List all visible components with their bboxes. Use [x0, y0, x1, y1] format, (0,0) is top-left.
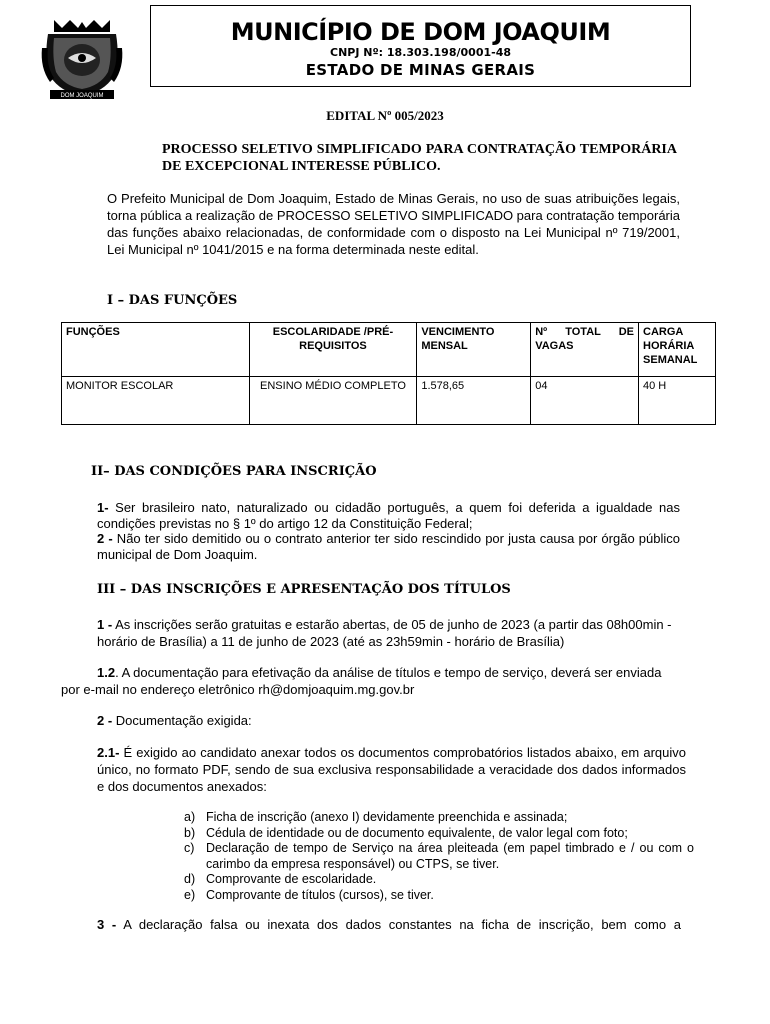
item-text: Não ter sido demitido ou o contrato anterior ter sido rescindido por justa causa por órgão público municipal de Dom Joaquim. [97, 531, 681, 562]
cell-schooling: ENSINO MÉDIO COMPLETO [249, 377, 417, 425]
item-number: 2 - [97, 713, 113, 728]
item-number: 1- [97, 500, 109, 515]
item-text: É exigido ao candidato anexar todos os documentos comprobatórios listados abaixo, em arquivo único, no formato PDF, sendo de sua exclusiva responsabilidade a veracidade dos dados informados e dos documentos anexados: [97, 745, 686, 794]
table-row [62, 377, 716, 425]
item-text: As inscrições serão gratuitas e estarão abertas, de 05 de junho de 2023 (a partir das 08h00min - horário de Brasília) a 11 de junho de 2023 (até as 23h59min - horário de Brasília) [97, 617, 672, 649]
paragraph-3 [97, 916, 681, 933]
header-cell: CARGA HORÁRIA SEMANAL [639, 323, 716, 377]
item-number: 3 - [97, 917, 117, 932]
paragraph-1 [97, 616, 709, 650]
list-item: a) Ficha de inscrição (anexo I) devidamente preenchida e assinada; [184, 810, 568, 824]
edital-number: EDITAL Nº 005/2023 [326, 108, 444, 123]
paragraph-1-2 [61, 664, 677, 698]
header-cell: VENCIMENTO MENSAL [417, 323, 531, 377]
item-text: Documentação exigida: [112, 713, 252, 728]
header-cell: ESCOLARIDADE /PRÉ-REQUISITOS [249, 323, 417, 377]
item-number: 2 - [97, 531, 113, 546]
item-text: A declaração falsa ou inexata dos dados constantes na ficha de inscrição, bem como a [116, 917, 682, 932]
section-1-title: I – DAS FUNÇÕES [107, 293, 238, 308]
municipality-title: MUNICÍPIO DE DOM JOAQUIM [230, 18, 611, 46]
header-cell: Nº TOTAL DE VAGAS [531, 323, 639, 377]
section-3-title: III – DAS INSCRIÇÕES E APRESENTAÇÃO DOS TÍTULOS [97, 582, 511, 597]
cell-function: MONITOR ESCOLAR [62, 377, 250, 425]
cell-vacancies: 04 [531, 377, 639, 425]
section-2-title: II– DAS CONDIÇÕES PARA INSCRIÇÃO [91, 464, 377, 479]
item-number: 1 - [97, 617, 113, 632]
cell-hours: 40 H [639, 377, 716, 425]
paragraph-2 [97, 712, 497, 729]
state-name: ESTADO DE MINAS GERAIS [305, 61, 536, 79]
municipal-seal [40, 18, 124, 102]
table-header-row [62, 323, 716, 377]
header-cell: FUNÇÕES [62, 323, 250, 377]
list-item: c) Declaração de tempo de Serviço na área pleiteada (em papel timbrado e / ou com o carimbo da empresa responsável) ou CTPS, se tiver. [184, 841, 694, 871]
header-box [150, 5, 691, 87]
cnpj: CNPJ Nº: 18.303.198/0001-48 [330, 46, 511, 59]
item-number: 1.2 [97, 665, 116, 680]
intro-paragraph: O Prefeito Municipal de Dom Joaquim, Estado de Minas Gerais, no uso de suas atribuições legais, torna pública a realização de PROCESSO SELETIVO SIMPLIFICADO para contratação temporária das funções abaixo relacionadas, de conformidade com o disposto na Lei Municipal nº 719/2001, Lei Municipal nº 1041/2015 e na forma determinada neste edital. [107, 191, 680, 257]
process-title: PROCESSO SELETIVO SIMPLIFICADO PARA CONTRATAÇÃO TEMPORÁRIA DE EXCEPCIONAL INTERESSE PÚBLICO. [162, 142, 677, 174]
cell-salary: 1.578,65 [417, 377, 531, 425]
functions-table [61, 322, 716, 425]
paragraph-2-1 [97, 744, 686, 795]
documents-list [184, 810, 694, 903]
item-text: Ser brasileiro nato, naturalizado ou cidadão português, a quem foi deferida a igualdade nas condições previstas no § 1º do artigo 12 da Constituição Federal; [97, 500, 680, 531]
item-number: 2.1- [97, 745, 120, 760]
condition-2 [97, 531, 680, 562]
seal-text: DOM JOAQUIM [60, 93, 104, 99]
condition-1 [97, 500, 680, 531]
list-item: e) Comprovante de títulos (cursos), se tiver. [184, 887, 434, 902]
item-text: . A documentação para efetivação da análise de títulos e tempo de serviço, deverá ser enviada por e-mail no endereço eletrônico rh@domjoaquim.mg.gov.br [61, 665, 662, 697]
list-item: d) Comprovante de escolaridade. [184, 872, 377, 886]
list-item: b) Cédula de identidade ou de documento equivalente, de valor legal com foto; [184, 825, 628, 840]
